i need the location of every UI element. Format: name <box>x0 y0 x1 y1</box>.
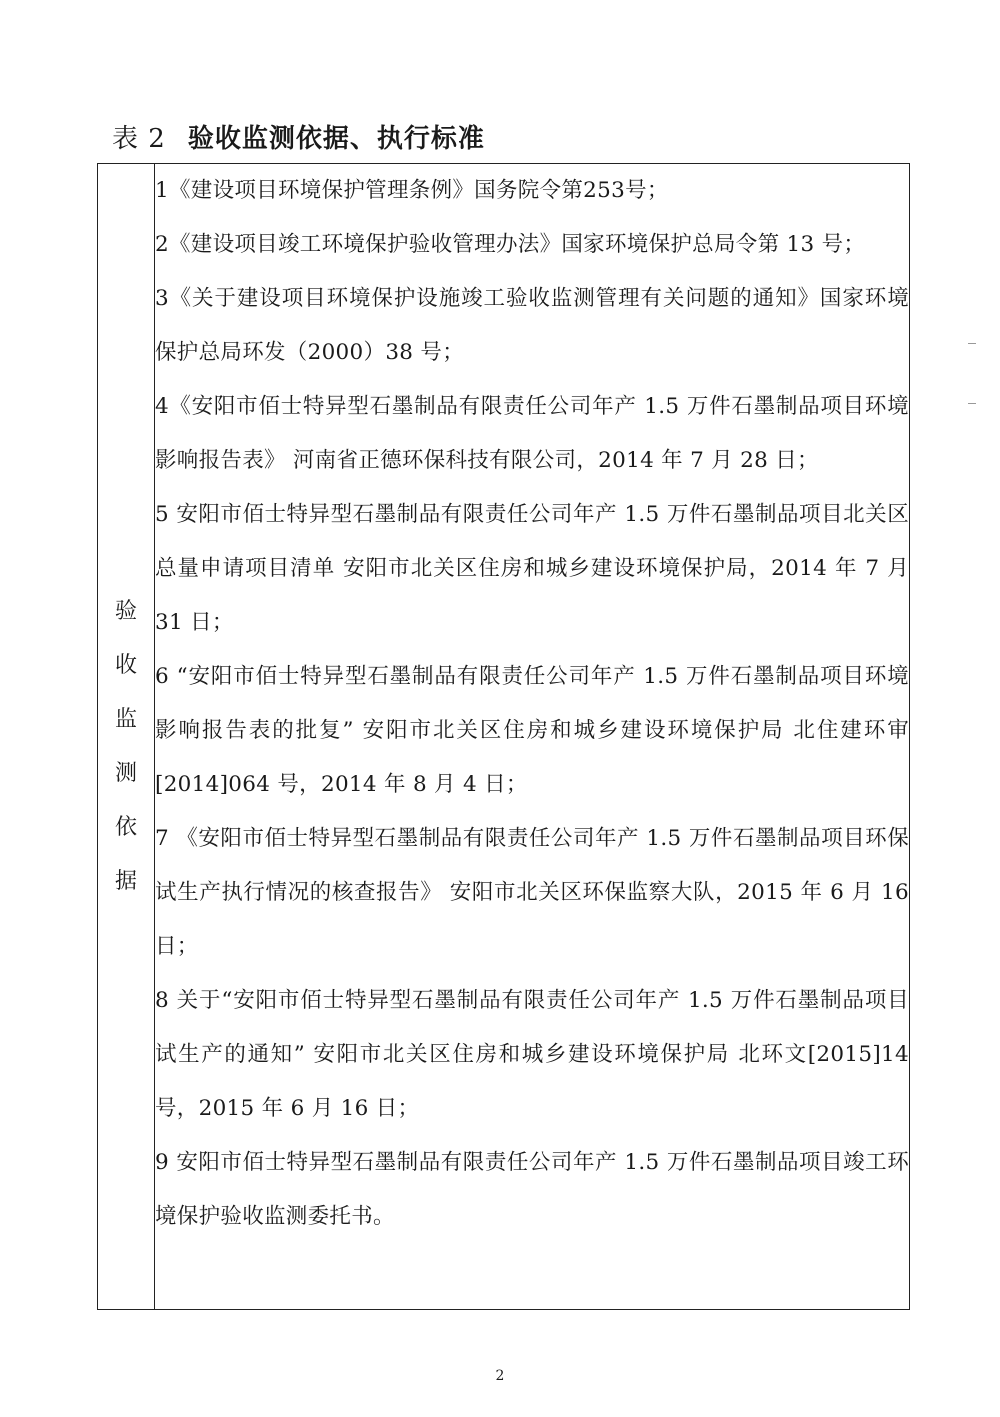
basis-item-6: 6 “安阳市佰士特异型石墨制品有限责任公司年产 1.5 万件石墨制品项目环境影响报告表的批复” 安阳市北关区住房和城乡建设环境保护局 北住建环审[2014]064 号，2014 年 8 月 4 日； <box>155 664 909 797</box>
basis-item-2: 2《建设项目竣工环境保护验收管理办法》国家环境保护总局令第 13 号； <box>155 232 866 257</box>
monitoring-basis-table <box>97 163 910 1310</box>
basis-item-4: 4《安阳市佰士特异型石墨制品有限责任公司年产 1.5 万件石墨制品项目环境影响报告表》 河南省正德环保科技有限公司，2014 年 7 月 28 日； <box>155 394 909 473</box>
basis-item-5: 5 安阳市佰士特异型石墨制品有限责任公司年产 1.5 万件石墨制品项目北关区总量申请项目清单 安阳市北关区住房和城乡建设环境保护局，2014 年 7 月 31 日； <box>155 502 909 635</box>
table-row <box>98 164 910 1310</box>
scan-mark <box>968 403 976 404</box>
page-number: 2 <box>495 1368 505 1384</box>
row-label-cell <box>98 164 155 1310</box>
basis-item-9: 9 安阳市佰士特异型石墨制品有限责任公司年产 1.5 万件石墨制品项目竣工环境保护验收监测委托书。 <box>155 1150 909 1229</box>
table-title: 验收监测依据、执行标准 <box>187 124 485 154</box>
row-content-cell <box>155 164 910 1310</box>
basis-item-8: 8 关于“安阳市佰士特异型石墨制品有限责任公司年产 1.5 万件石墨制品项目试生产的通知” 安阳市北关区住房和城乡建设环境保护局 北环文[2015]14 号，2015 年 6 月 16 日； <box>155 988 909 1121</box>
row-label: 验收监测依据 <box>114 598 137 894</box>
basis-item-1: 1《建设项目环境保护管理条例》国务院令第253号； <box>155 178 669 203</box>
table-number: 表 2 <box>112 124 166 154</box>
table-heading <box>112 118 485 155</box>
scan-mark <box>968 343 976 344</box>
basis-item-7: 7 《安阳市佰士特异型石墨制品有限责任公司年产 1.5 万件石墨制品项目环保试生产执行情况的核查报告》 安阳市北关区环保监察大队，2015 年 6 月 16 日； <box>155 826 909 959</box>
basis-item-3: 3《关于建设项目环境保护设施竣工验收监测管理有关问题的通知》国家环境保护总局环发（2000）38 号； <box>155 286 909 365</box>
